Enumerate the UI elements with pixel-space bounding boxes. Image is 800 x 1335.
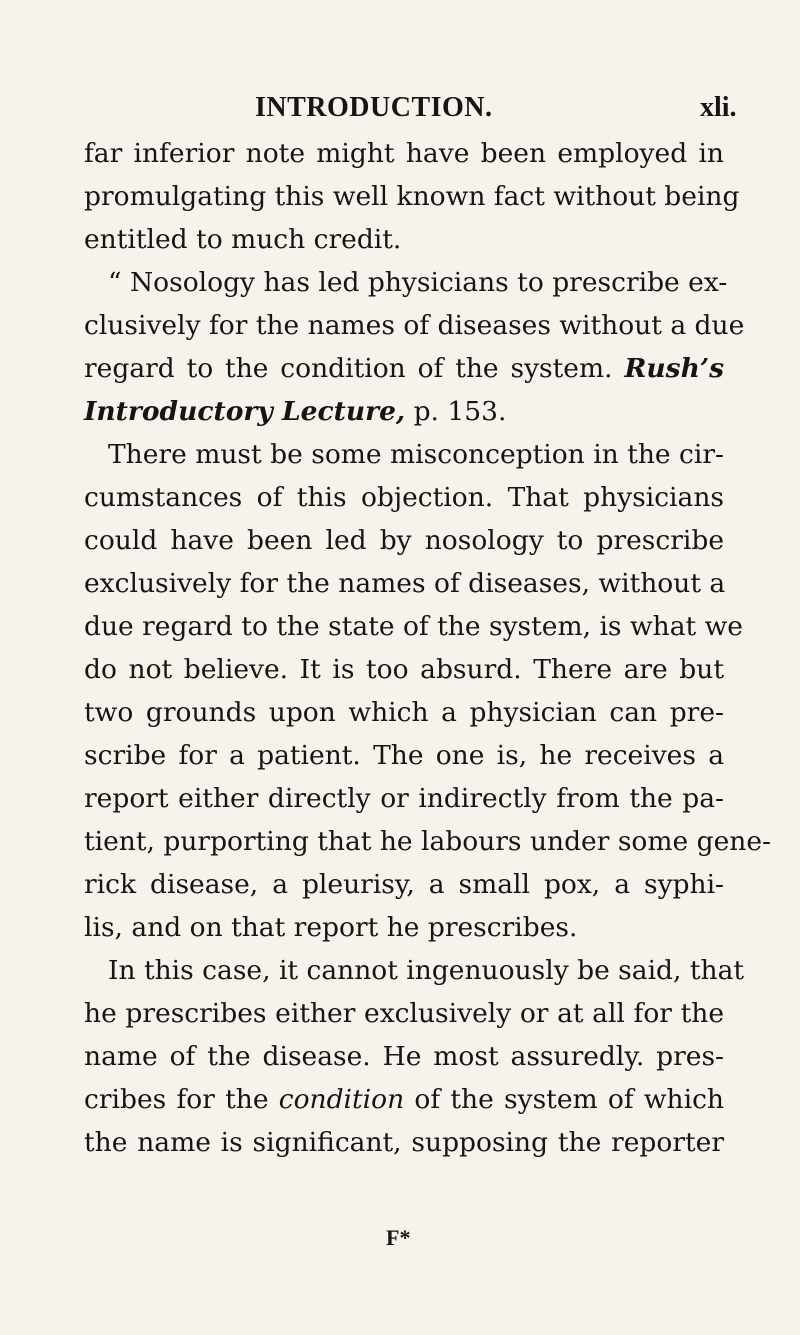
text-line: scribe for a patient. The one is, he receives a: [84, 740, 724, 771]
text-line: lis, and on that report he prescribes.: [84, 912, 578, 943]
text-line: rick disease, a pleurisy, a small pox, a syphi-: [84, 869, 724, 900]
text-segment: cribes for the: [84, 1084, 279, 1115]
text-line: cumstances of this objection. That physicians: [84, 482, 724, 513]
text-line: In this case, it cannot ingenuously be said, that: [108, 955, 745, 986]
text-line: far inferior note might have been employed in: [84, 138, 724, 169]
text-line: entitled to much credit.: [84, 224, 402, 255]
signature-mark: F*: [386, 1225, 411, 1250]
text-segment: condition: [278, 1084, 405, 1115]
text-line: There must be some misconception in the cir-: [108, 439, 724, 470]
text-line: [84, 1078, 724, 1121]
text-segment: Introductory Lecture,: [84, 396, 406, 427]
text-line: [84, 390, 724, 433]
text-line: [84, 347, 724, 390]
text-segment: p. 153.: [405, 396, 507, 427]
text-line: could have been led by nosology to prescribe: [84, 525, 724, 556]
page-number: xli.: [700, 92, 737, 123]
text-line: tient, purporting that he labours under some gene-: [84, 826, 771, 857]
body-text: [84, 132, 771, 1164]
text-segment: Rush’s: [624, 353, 724, 384]
text-segment: regard to the condition of the system.: [84, 353, 625, 384]
text-line: the name is significant, supposing the reporter: [84, 1127, 724, 1158]
text-line: two grounds upon which a physician can pre-: [84, 697, 724, 728]
text-line: do not believe. It is too absurd. There are but: [84, 654, 724, 685]
text-line: exclusively for the names of diseases, without a: [84, 568, 726, 599]
text-segment: of the system of which: [404, 1084, 724, 1115]
text-line: clusively for the names of diseases without a due: [84, 310, 745, 341]
running-head: INTRODUCTION.: [255, 92, 493, 123]
text-line: due regard to the state of the system, is what we: [84, 611, 743, 642]
text-line: report either directly or indirectly from the pa-: [84, 783, 724, 814]
text-line: he prescribes either exclusively or at all for the: [84, 998, 724, 1029]
text-line: name of the disease. He most assuredly. pres-: [84, 1041, 724, 1072]
text-line: promulgating this well known fact without being: [84, 181, 740, 212]
text-line: “ Nosology has led physicians to prescribe ex-: [108, 267, 728, 298]
